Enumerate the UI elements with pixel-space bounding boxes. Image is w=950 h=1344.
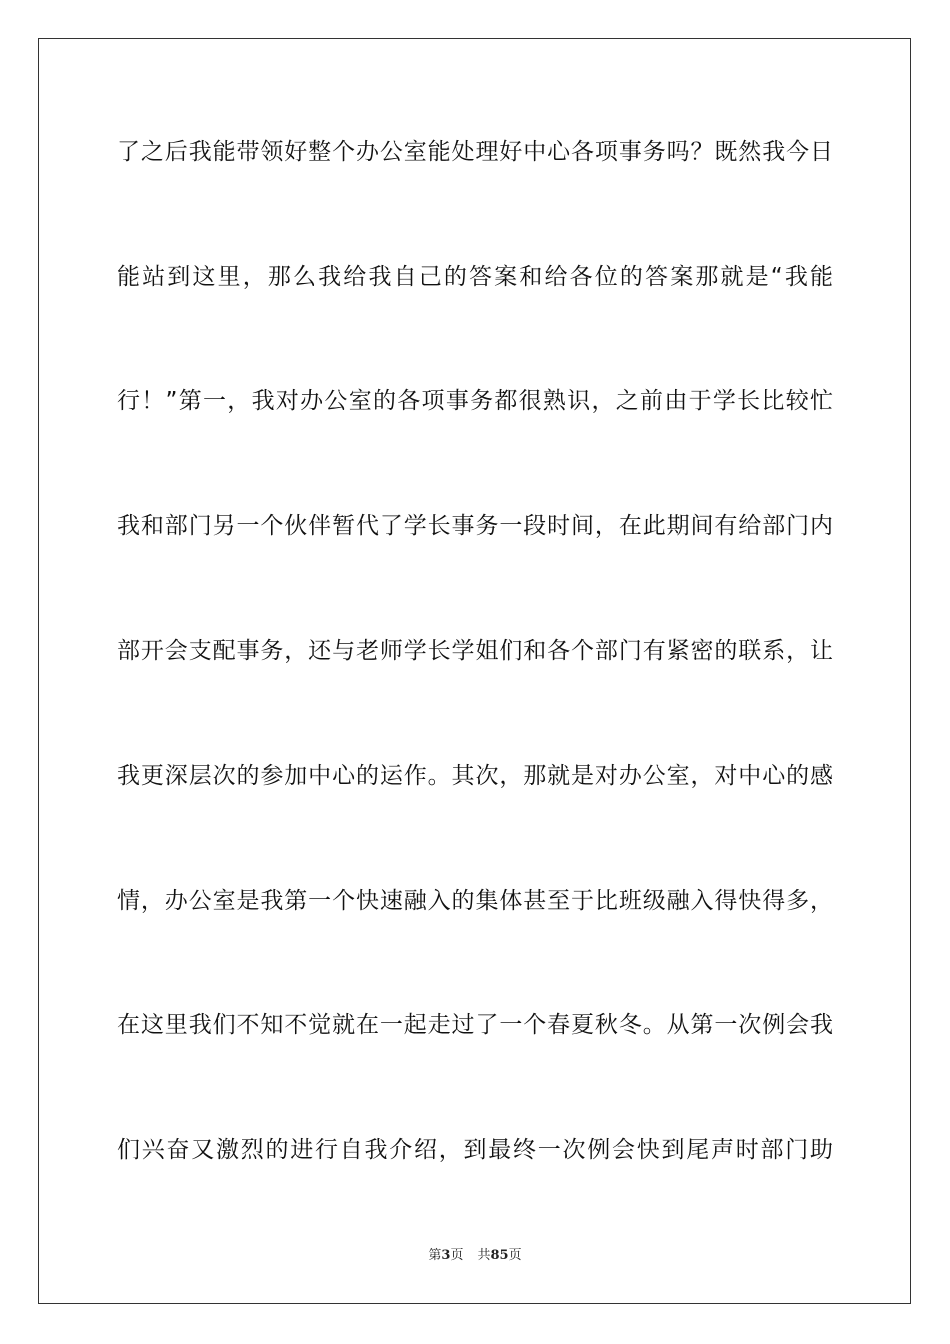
text-line: 了之后我能带领好整个办公室能处理好中心各项事务吗？既然我今日 <box>117 139 833 165</box>
page-suffix: 页 <box>450 1248 464 1263</box>
text-line: 在这里我们不知不觉就在一起走过了一个春夏秋冬。从第一次例会我 <box>117 1012 833 1038</box>
text-line: 我和部门另一个伙伴暂代了学长事务一段时间，在此期间有给部门内 <box>117 513 833 539</box>
text-line: 部开会支配事务，还与老师学长学姐们和各个部门有紧密的联系，让 <box>117 638 833 664</box>
page-border <box>38 38 911 1304</box>
total-suffix: 页 <box>508 1248 522 1263</box>
text-line: 们兴奋又激烈的进行自我介绍，到最终一次例会快到尾声时部门助 <box>117 1137 833 1163</box>
page-number-footer <box>0 1248 950 1264</box>
page-prefix: 第 <box>428 1248 442 1263</box>
text-line: 情，办公室是我第一个快速融入的集体甚至于比班级融入得快得多， <box>117 888 833 914</box>
text-line: 能站到这里，那么我给我自己的答案和给各位的答案那就是“我能 <box>117 264 833 290</box>
total-page-count: 85 <box>490 1248 509 1263</box>
text-line: 行！”第一，我对办公室的各项事务都很熟识，之前由于学长比较忙 <box>117 388 833 414</box>
text-line: 我更深层次的参加中心的运作。其次，那就是对办公室，对中心的感 <box>117 763 833 789</box>
current-page-number: 3 <box>441 1248 451 1263</box>
total-prefix: 共 <box>477 1248 491 1263</box>
